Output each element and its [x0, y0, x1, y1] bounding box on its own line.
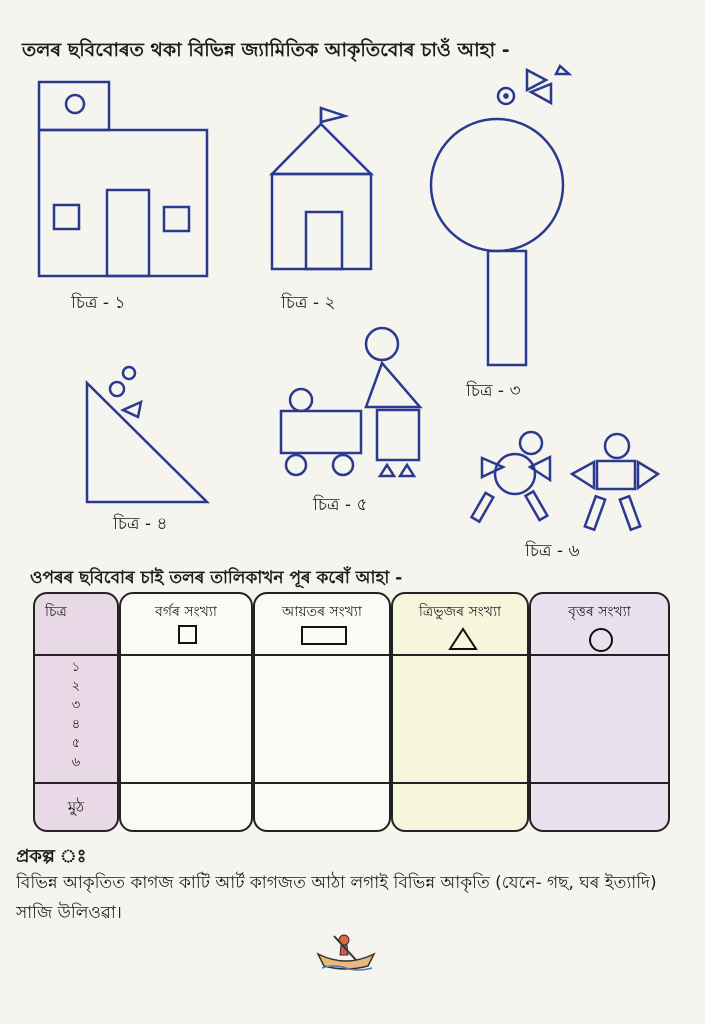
figure-1-caption: চিত্ৰ - ১ — [71, 293, 126, 313]
table-col-rectangles — [253, 592, 391, 832]
table-row-label: ৪ — [71, 717, 81, 732]
count-table — [33, 592, 670, 832]
table-col-figure — [33, 592, 119, 832]
table-row-label: ৬ — [71, 755, 81, 770]
figure-6-people — [472, 432, 658, 530]
figure-2-house — [272, 108, 371, 269]
figure-1-building — [39, 82, 207, 276]
figure-4-caption: চিত্ৰ - ৪ — [113, 514, 168, 534]
table-total-label: মুঠ — [67, 798, 85, 816]
table-row-label: ৫ — [71, 736, 81, 751]
instruction-table: ওপৰৰ ছবিবোৰ চাই তলৰ তালিকাখন পূৰ কৰোঁ আহা - — [30, 568, 403, 588]
figure-3-caption: চিত্ৰ - ৩ — [466, 381, 521, 401]
table-header-squares: বৰ্গৰ সংখ্যা — [155, 604, 217, 620]
table-row-label: ৩ — [71, 698, 81, 713]
figure-4-slope — [87, 367, 207, 502]
table-header-circles: বৃত্তৰ সংখ্যা — [568, 604, 631, 620]
circle-icon — [587, 626, 615, 654]
instruction-top: তলৰ ছবিবোৰত থকা বিভিন্ন জ্যামিতিক আকৃতিবোৰ চাওঁ আহা - — [22, 39, 510, 61]
table-total-divider — [33, 782, 670, 784]
table-col-squares — [119, 592, 253, 832]
table-header-rectangles: আয়তৰ সংখ্যা — [281, 604, 362, 620]
rectangle-icon — [300, 625, 350, 647]
table-col-triangles — [391, 592, 529, 832]
table-col-circles — [529, 592, 670, 832]
figure-5-caption: চিত্ৰ - ৫ — [313, 495, 368, 515]
table-header-triangles: ত্ৰিভুজৰ সংখ্যা — [418, 604, 502, 620]
project-title: প্ৰকল্প ঃ — [16, 846, 87, 867]
figure-3-tree — [431, 66, 569, 365]
table-row-label: ২ — [71, 679, 81, 694]
project-text: বিভিন্ন আকৃতিত কাগজ কাটি আৰ্ট কাগজত আঠা লগাই বিভিন্ন আকৃতি (যেনে- গছ, ঘৰ ইত্যাদি) সাজি উলিওৱা। — [16, 873, 657, 923]
figure-5-cart-robot — [281, 328, 420, 476]
table-header-divider — [33, 654, 670, 656]
table-header-figure: চিত্ৰ — [45, 604, 67, 620]
square-icon — [177, 624, 199, 646]
table-row-label: ১ — [71, 660, 81, 675]
boat-rower-icon — [314, 928, 378, 972]
triangle-icon — [447, 626, 479, 652]
figure-6-caption: চিত্ৰ - ৬ — [525, 541, 580, 561]
figure-2-caption: চিত্ৰ - ২ — [281, 293, 336, 313]
